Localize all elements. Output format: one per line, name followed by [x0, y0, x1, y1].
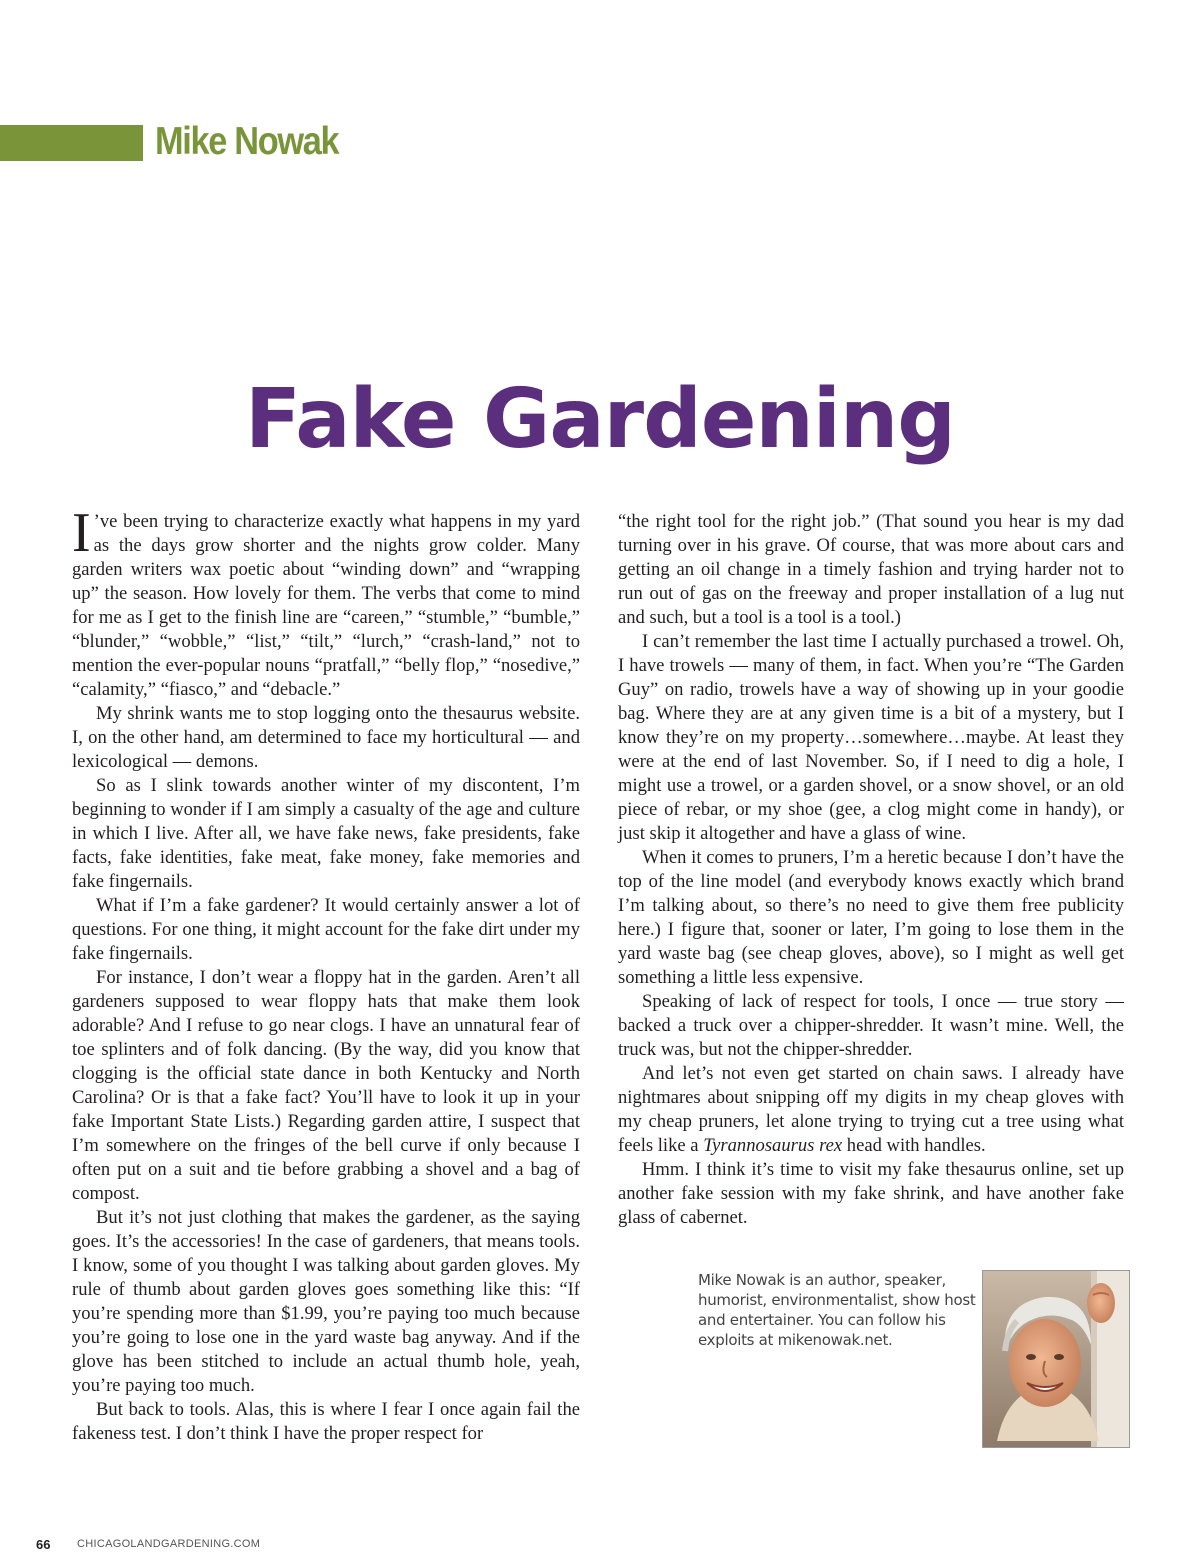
footer-website: CHICAGOLANDGARDENING.COM	[77, 1538, 261, 1550]
paragraph: For instance, I don’t wear a floppy hat in the garden. Aren’t all gardeners supposed to wear floppy hats that make them look adorable? And I refuse to go near clogs. I have an unnatural fear of toe splinters and of folk dancing. (By the way, did you know that clogging is the official state dance in both Kentucky and North Carolina? Or is that a fake fact? You’ll have to look it up in your fake Important State Lists.) Regarding garden attire, I suspect that I’m somewhere on the fringes of the bell curve if only because I often put on a suit and tie before grabbing a shovel and a bag of compost.	[72, 967, 580, 1204]
paragraph: My shrink wants me to stop logging onto the thesaurus website. I, on the other hand, am determined to face my horticultural — and lexicological — demons.	[72, 703, 580, 772]
paragraph: But it’s not just clothing that makes the gardener, as the saying goes. It’s the accessories! In the case of gardeners, that means tools. I know, some of you thought I was talking about garden gloves. My rule of thumb about garden gloves goes something like this: “If you’re spending more than $1.99, you’re paying too much because you’re going to lose one in the yard waste bag anyway. And if the glove has been stitched to include an actual thumb hole, yeah, you’re paying too much.	[72, 1207, 580, 1396]
paragraph: But back to tools. Alas, this is where I fear I once again fail the fakeness test. I don’t think I have the proper respect for	[72, 1399, 580, 1444]
author-bio: Mike Nowak is an author, speaker, humorist, environmentalist, show host and entertainer. You can follow his exploits at mikenowak.net.	[698, 1271, 976, 1349]
paragraph: Speaking of lack of respect for tools, I once — true story — backed a truck over a chipper-shredder. It wasn’t mine. Well, the truck was, but not the chipper-shredder.	[618, 991, 1124, 1060]
paragraph: And let’s not even get started on chain saws. I already have nightmares about snipping off my digits in my cheap gloves with my cheap pruners, let alone trying to trying cut a tree using what feels like a Tyrannosaurus rex head with handles.	[618, 1063, 1124, 1156]
paragraph: When it comes to pruners, I’m a heretic because I don’t have the top of the line model (and everybody knows exactly which brand I’m talking about, so there’s no need to give them free publicity here.) I figure that, sooner or later, I’m going to lose them in the yard waste bag (see cheap gloves, above), so I might as well get something a little less expensive.	[618, 847, 1124, 988]
drop-cap: I	[72, 502, 91, 564]
accent-bar	[0, 125, 143, 161]
author-name: Mike Nowak	[155, 120, 339, 163]
italic-term: Tyrannosaurus rex	[703, 1135, 843, 1156]
paragraph: Hmm. I think it’s time to visit my fake thesaurus online, set up another fake session with my fake shrink, and have another fake glass of cabernet.	[618, 1159, 1124, 1228]
article-title: Fake Gardening	[245, 372, 955, 467]
right-column	[618, 510, 1124, 1230]
author-photo	[982, 1270, 1130, 1448]
paragraph: “the right tool for the right job.” (That sound you hear is my dad turning over in his grave. Of course, that was more about cars and getting an oil change in a timely fashion and trying harder not to run out of gas on the freeway and proper installation of a lug nut and such, but a tool is a tool is a tool.)	[618, 511, 1124, 628]
paragraph: What if I’m a fake gardener? It would certainly answer a lot of questions. For one thing, it might account for the fake dirt under my fake fingernails.	[72, 895, 580, 964]
paragraph: So as I slink towards another winter of my discontent, I’m beginning to wonder if I am simply a casualty of the age and culture in which I live. After all, we have fake news, fake presidents, fake facts, fake identities, fake meat, fake money, fake memories and fake fingernails.	[72, 775, 580, 892]
paragraph: I can’t remember the last time I actually purchased a trowel. Oh, I have trowels — many of them, in fact. When you’re “The Garden Guy” on radio, trowels have a way of showing up in your goodie bag. Where they are at any given time is a bit of a mystery, but I know they’re on my property…somewhere…maybe. At least they were at the end of last November. So, if I need to dig a hole, I might use a trowel, or a garden shovel, or a snow shovel, or an old piece of rebar, or my shoe (gee, a clog might come in handy), or just skip it altogether and have a glass of wine.	[618, 631, 1124, 844]
page-number: 66	[36, 1537, 51, 1552]
left-column	[72, 502, 580, 1446]
paragraph: I ’ve been trying to characterize exactly what happens in my yard as the days grow shorter and the nights grow colder. Many garden writers wax poetic about “winding down” and “wrapping up” the season. How lovely for them. The verbs that come to mind for me as I get to the finish line are “careen,” “stumble,” “bumble,” “blunder,” “wobble,” “list,” “tilt,” “lurch,” “crash-land,” not to mention the ever-popular nouns “pratfall,” “belly flop,” “nosedive,” “calamity,” “fiasco,” and “debacle.”	[72, 502, 580, 700]
author-portrait-image	[983, 1271, 1129, 1447]
